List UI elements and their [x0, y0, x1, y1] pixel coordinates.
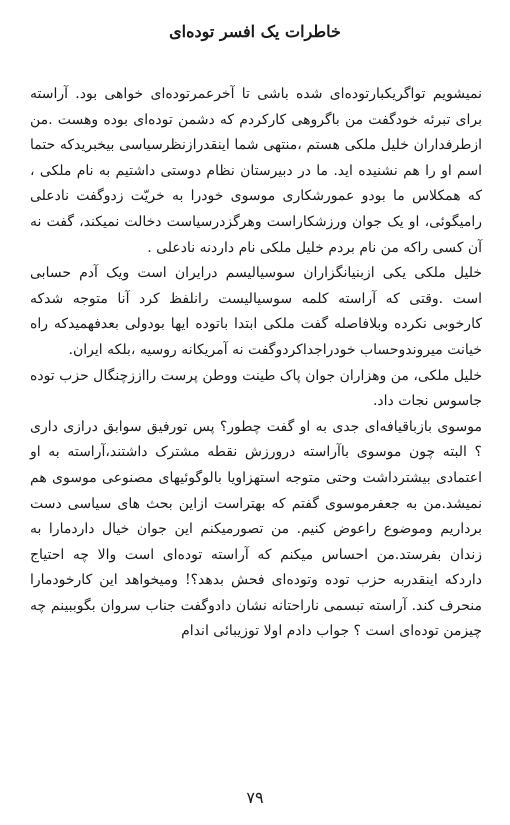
page-number: ۷۹	[246, 788, 264, 807]
paragraph: موسوی بازباقیافه‌ای جدی به او گفت چطور؟ پس تورفیق سوابق درازی داری ؟ البته چون موسوی باآراسته درورزش نقطه مشترک داشتند،آراسته به او اعتمادی بیشترداشت وحتی متوجه استهزاویا بالوگوئیهای مصنوعی موسوی هم نمیشد.من به جعفرموسوی گفتم که بهتراست ازاین بحث های سیاسی دست برداریم وموضوع راعوض کنیم. من تصورمیکنم این جوان خیال داردمارا به زندان بفرستد.من احساس میکنم که آراسته توده‌ای است والا چه احتیاج داردکه اینقدربه حزب توده وتوده‌ای فحش بدهد؟! وميخواهد این کارخودمارا منحرف کند. آراسته تبسمی ناراحتانه نشان دادوگفت جناب سروان بگوببینم چه چیزمن توده‌ای است ؟ جواب دادم اولا توزیبائی اندام	[30, 418, 482, 640]
page-body	[30, 82, 482, 645]
paragraph: نمیشویم تواگریکبارتوده‌ای شده باشی تا آخرعمرتوده‌ای خواهی بود. آراسته برای تبرئه خودگفت من باگروهی کارکردم که دشمن توده‌ای بوده وهست .من ازطرفداران خلیل ملکی هستم ،منتهی شما اینقدرازنظرسیاسی بیخبریدکه حتما اسم او را هم نشنیده اید. ما در دبیرستان نظام دوستی داشتیم به نام ملکی ، که همکلاس ما بودو عمورشکاری موسوی خودرا به خریّت زدوگفت نادعلی رامیگوئی، او یک جوان ورزشکاراست وهرگزدرسیاست دخالت نمیکند، گفت نه آن کسی راکه من نام بردم خلیل ملکی نام داردنه نادعلی .	[30, 86, 482, 256]
running-header: خاطرات یک افسر توده‌ای	[169, 22, 341, 41]
paragraph: خلیل ملکی، من وهزاران جوان پاک طینت ووطن پرست رااززچنگال حزب توده جاسوس نجات داد.	[30, 367, 482, 410]
paragraph: خلیل ملکی یکی ازبنیانگزاران سوسیالیسم درایران است ویک آدم حسابی است .وقتی که آراسته کلمه سوسیالیست رانلفظ کرد آنا متوجه شدکه کارخوبی نکرده وبلافاصله گفت ملکی ابتدا باتوده ایها بودولی بعدفهمیدکه راه خیانت میروندوحساب خودراجداکردوگفت نه آمریکانه روسیه ،بلکه ایران.	[30, 265, 482, 358]
